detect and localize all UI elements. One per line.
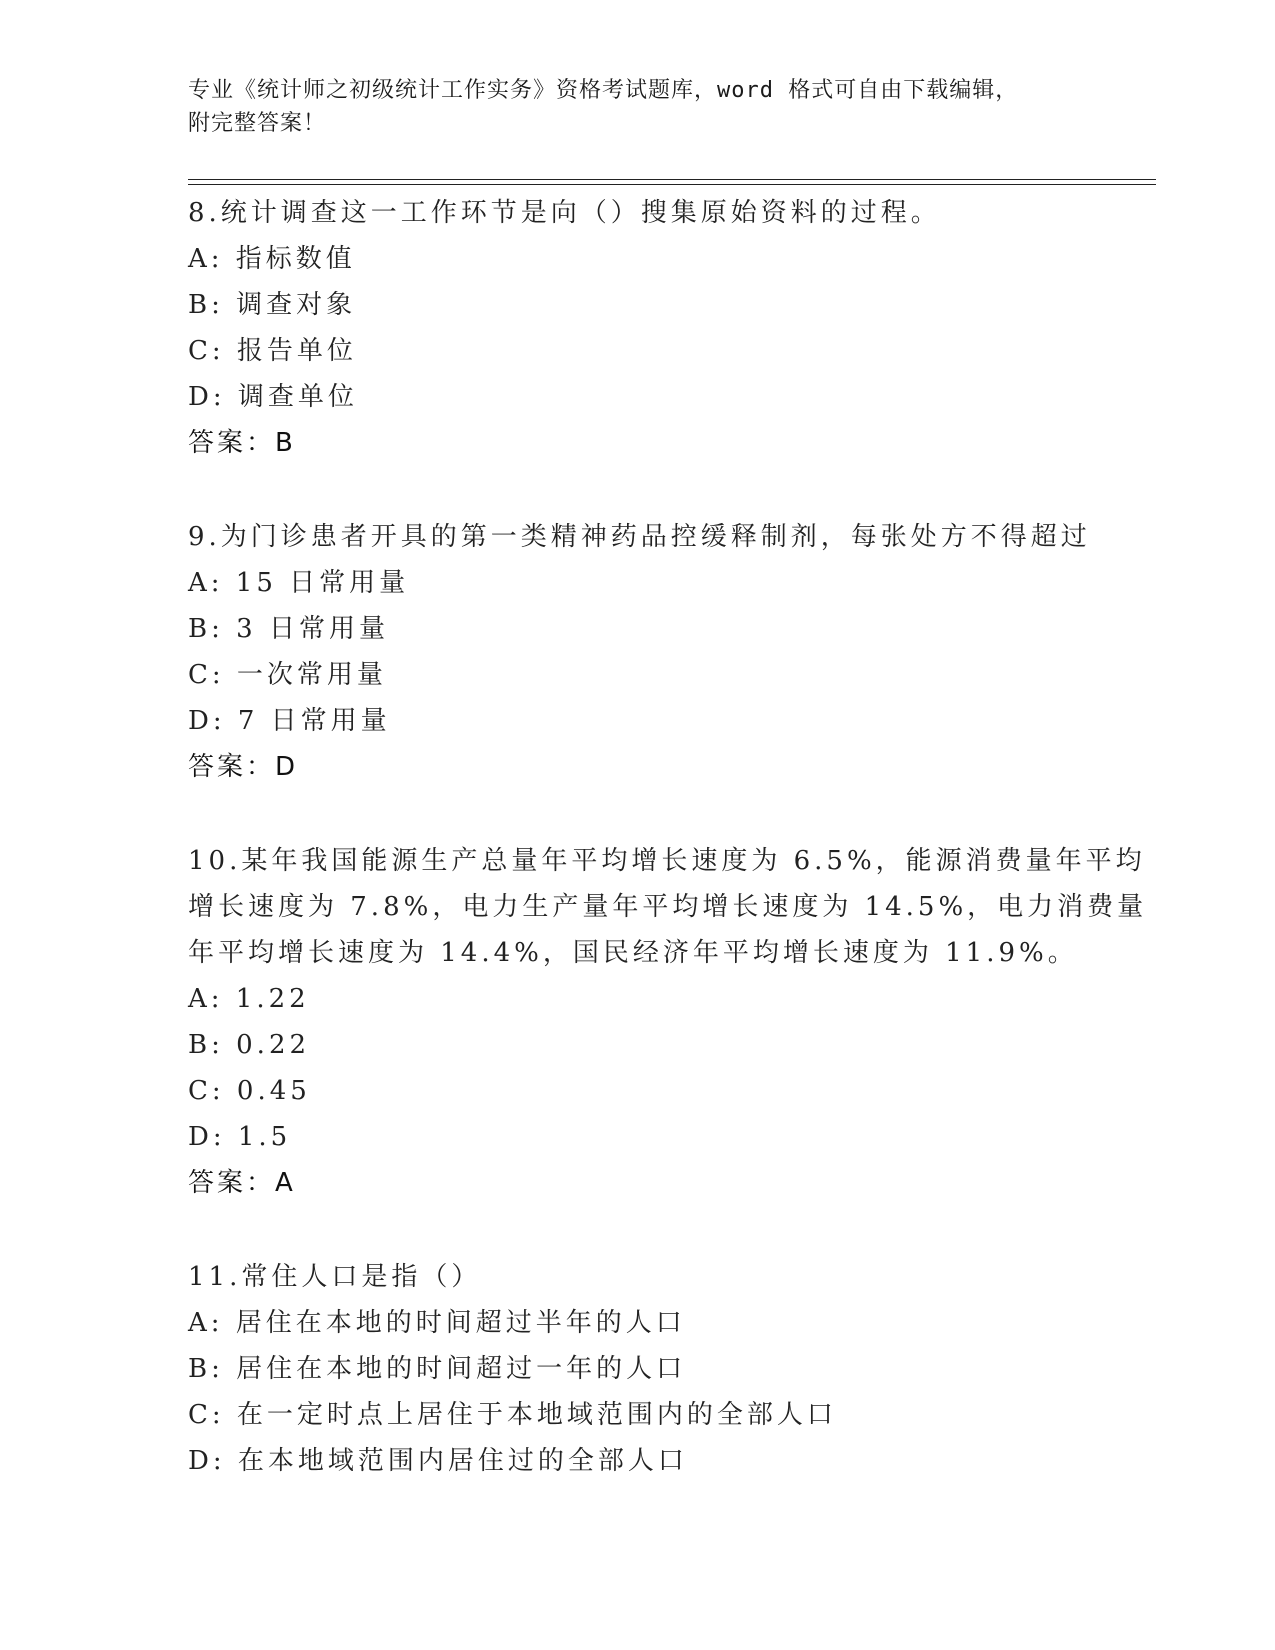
question-8 <box>188 190 1118 466</box>
option-c: C: 在一定时点上居住于本地域范围内的全部人口 <box>188 1400 837 1430</box>
option-d: D: 1.5 <box>188 1122 292 1152</box>
option-c: C: 报告单位 <box>188 336 357 366</box>
question-text-line: 年平均增长速度为 14.4%，国民经济年平均增长速度为 11.9%。 <box>188 938 1078 968</box>
header-divider-bottom <box>188 184 1156 185</box>
option-d: D: 7 日常用量 <box>188 706 391 736</box>
question-text-line: 9.为门诊患者开具的第一类精神药品控缓释制剂，每张处方不得超过 <box>188 522 1091 552</box>
question-11 <box>188 1254 1118 1484</box>
header-line-1: 专业《统计师之初级统计工作实务》资格考试题库，word 格式可自由下载编辑， <box>188 78 1019 103</box>
answer-line: 答案：A <box>188 1168 296 1198</box>
header-line-2: 附完整答案！ <box>188 111 327 136</box>
document-header <box>188 74 1108 140</box>
question-text-line: 8.统计调查这一工作环节是向（）搜集原始资料的过程。 <box>188 198 941 228</box>
answer-line: 答案：D <box>188 752 299 782</box>
option-a: A: 15 日常用量 <box>188 568 410 598</box>
option-b: B: 0.22 <box>188 1030 311 1060</box>
option-d: D: 调查单位 <box>188 382 358 412</box>
question-text <box>188 514 1118 560</box>
question-10 <box>188 838 1148 1206</box>
option-c: C: 0.45 <box>188 1076 311 1106</box>
question-text-line: 增长速度为 7.8%，电力生产量年平均增长速度为 14.5%，电力消费量 <box>188 892 1148 922</box>
answer-line: 答案：B <box>188 428 296 458</box>
option-b: B: 调查对象 <box>188 290 357 320</box>
question-text <box>188 838 1148 976</box>
question-text <box>188 1254 1118 1300</box>
option-b: B: 3 日常用量 <box>188 614 389 644</box>
question-text-line: 11.常住人口是指（） <box>188 1262 482 1292</box>
option-a: A: 1.22 <box>188 984 310 1014</box>
option-c: C: 一次常用量 <box>188 660 387 690</box>
question-9 <box>188 514 1118 790</box>
option-d: D: 在本地域范围内居住过的全部人口 <box>188 1446 688 1476</box>
question-text-line: 10.某年我国能源生产总量年平均增长速度为 6.5%，能源消费量年平均 <box>188 846 1146 876</box>
option-a: A: 指标数值 <box>188 244 356 274</box>
question-list <box>188 190 1148 1532</box>
question-text <box>188 190 1118 236</box>
option-a: A: 居住在本地的时间超过半年的人口 <box>188 1308 686 1338</box>
header-divider-top <box>188 179 1156 180</box>
option-b: B: 居住在本地的时间超过一年的人口 <box>188 1354 687 1384</box>
